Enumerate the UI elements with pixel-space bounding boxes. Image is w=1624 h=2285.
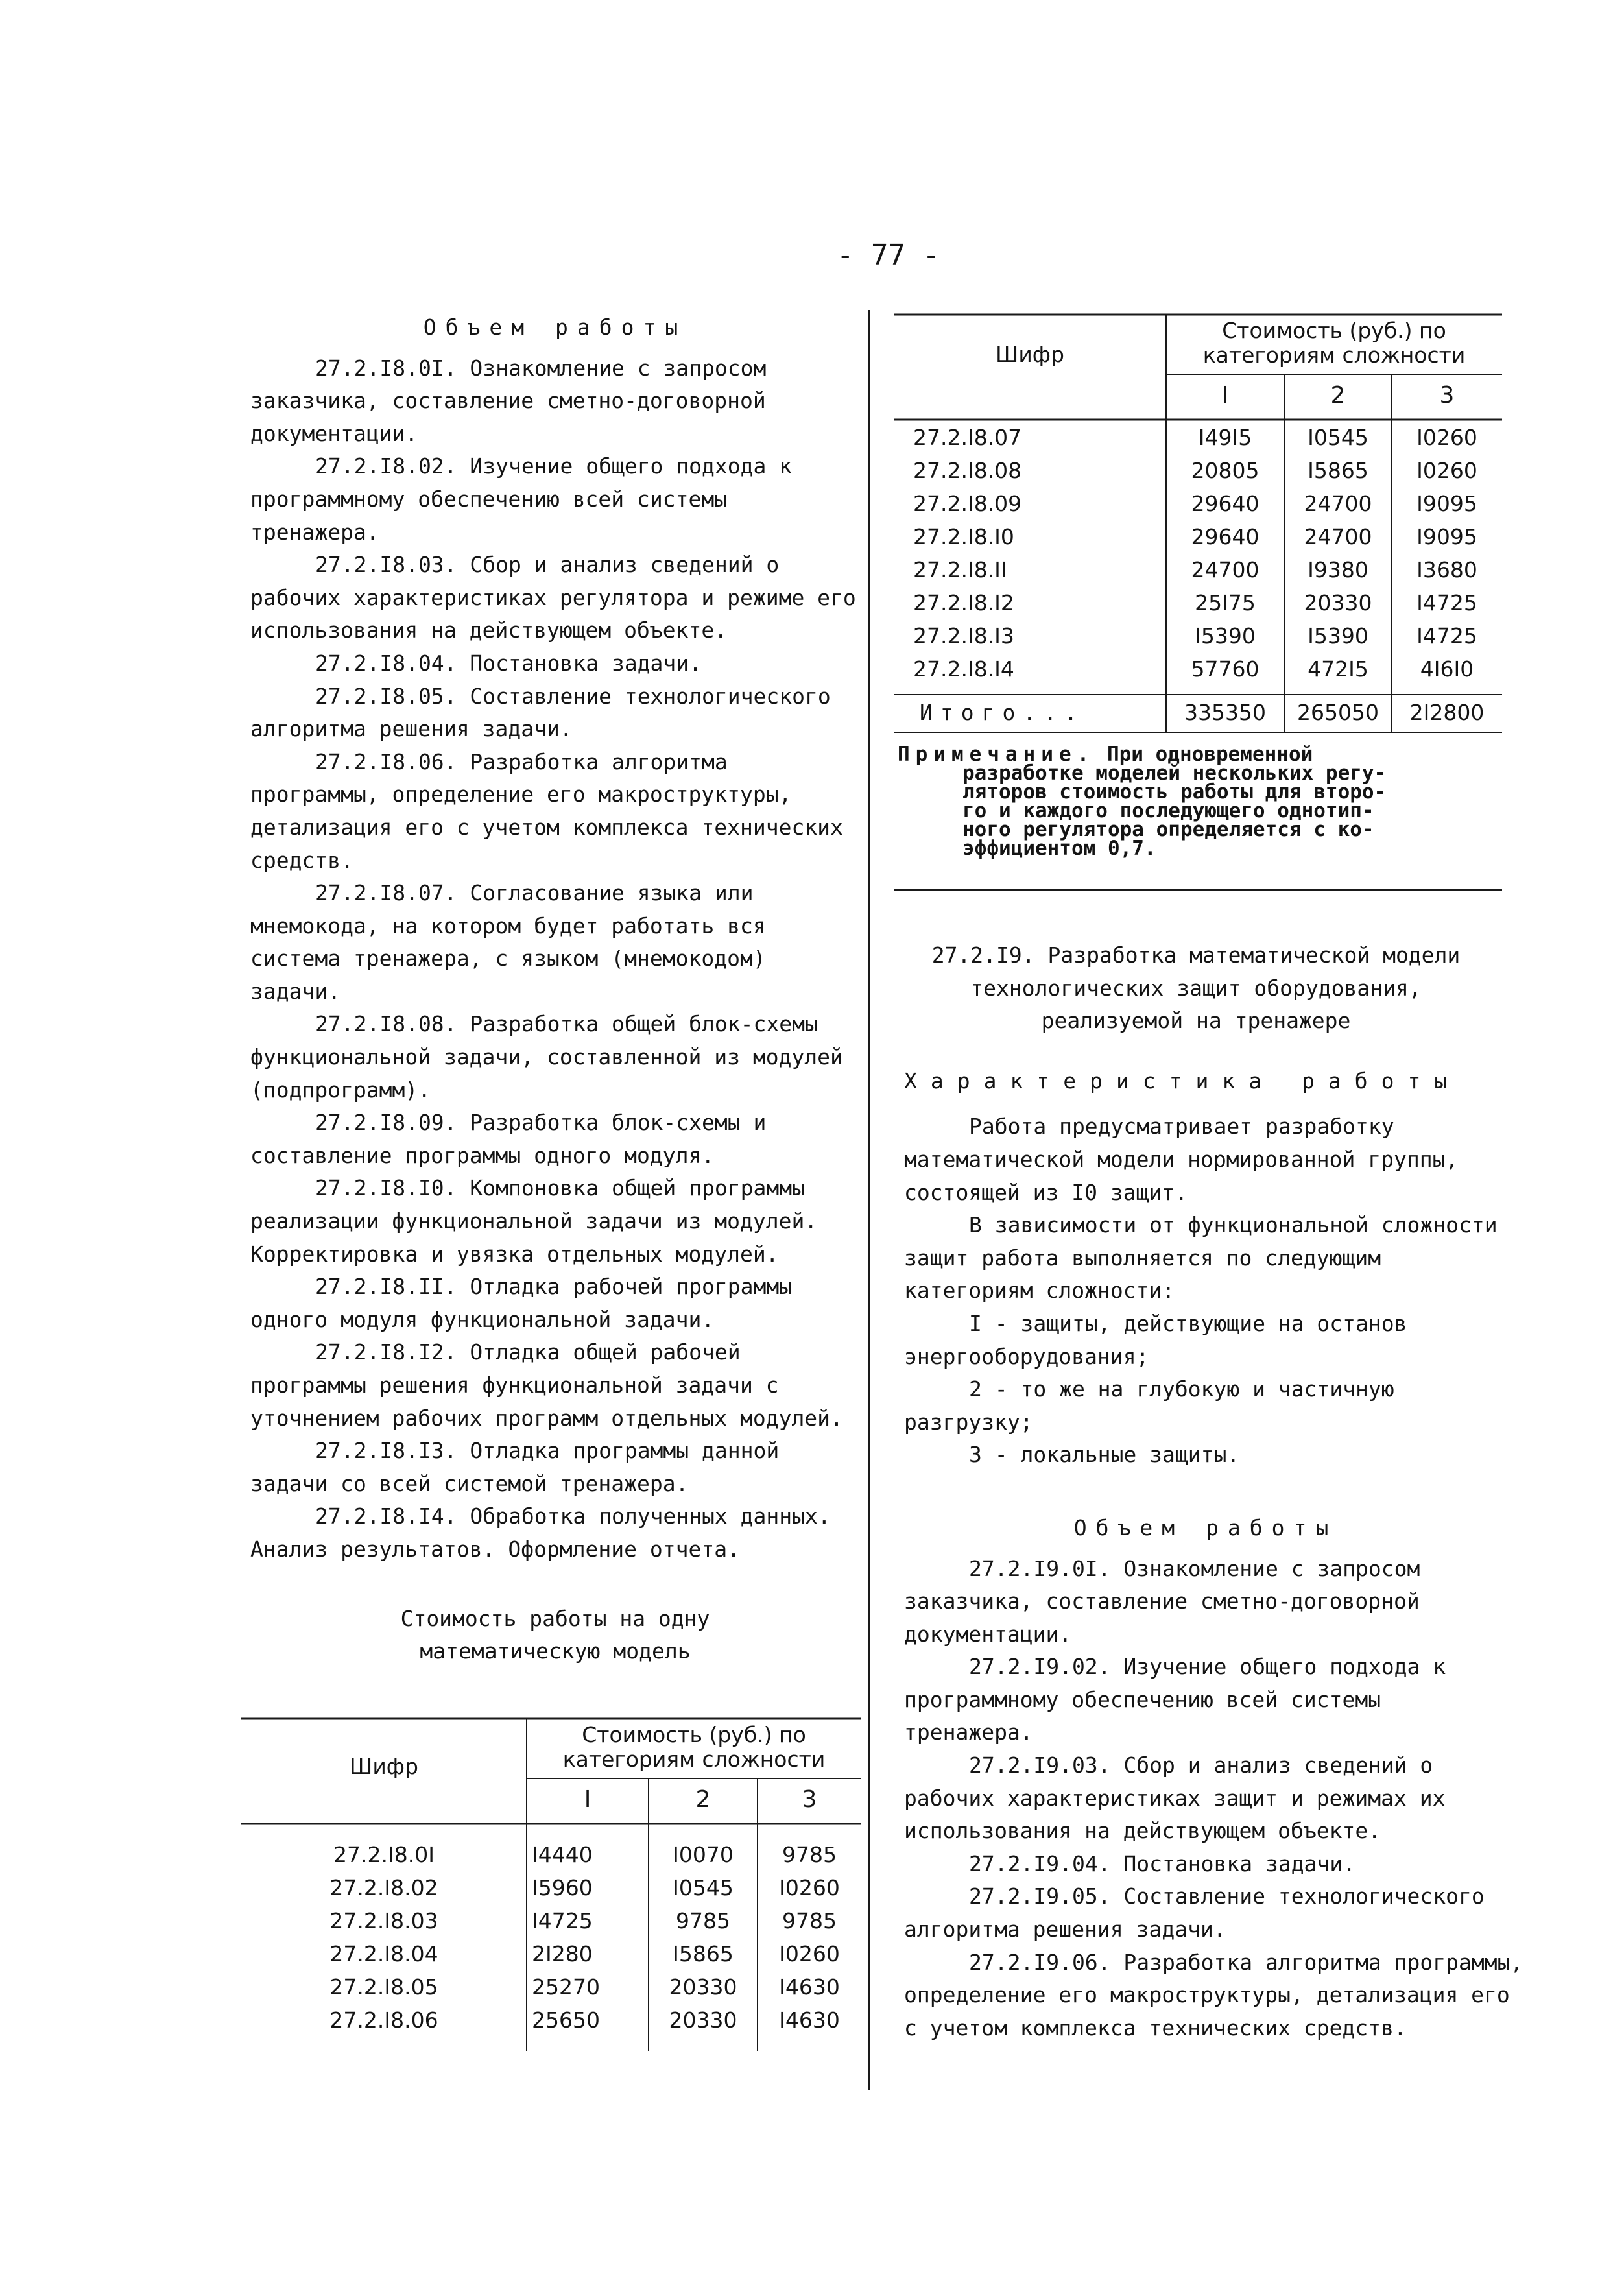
note-text: ляторов стоимость работы для второ- bbox=[962, 780, 1387, 804]
scope-heading: Объем работы bbox=[1073, 1514, 1338, 1540]
cell-code: 27.2.I8.07 bbox=[913, 425, 1022, 450]
category-3-header: 3 bbox=[802, 1786, 817, 1813]
table-row bbox=[894, 454, 1502, 487]
cost-header bbox=[527, 1723, 861, 1772]
table-row bbox=[894, 520, 1502, 553]
code-header: Шифр bbox=[350, 1754, 418, 1779]
cell-cat2: 20330 bbox=[1304, 590, 1372, 616]
section-title bbox=[904, 939, 1488, 1038]
total-label: Итого... bbox=[920, 700, 1085, 725]
list-item: 27.2.I9.03. Сбор и анализ сведений о рабочих характеристиках защит и режимах их использования на действующем объекте. bbox=[904, 1753, 1446, 1844]
cell-code: 27.2.I8.I3 bbox=[913, 623, 1014, 649]
table-row bbox=[894, 619, 1502, 652]
cell-cat2: I0545 bbox=[673, 1875, 734, 1900]
cell-cat3: I0260 bbox=[1416, 458, 1477, 483]
table-row bbox=[241, 1871, 861, 1904]
category-item: 3 - локальные защиты. bbox=[969, 1442, 1240, 1468]
cell-cat2: 24700 bbox=[1304, 524, 1372, 549]
note-text: разработке моделей нескольких регу- bbox=[962, 761, 1387, 785]
section-title-line: технологических защит оборудования, bbox=[970, 975, 1422, 1001]
cost-header-line: Стоимость (руб.) по bbox=[582, 1722, 806, 1747]
cell-cat1: 25I75 bbox=[1195, 590, 1256, 616]
cell-cat1: 57760 bbox=[1191, 656, 1260, 682]
category-2-header: 2 bbox=[1330, 382, 1346, 409]
list-item: 27.2.I9.05. Составление технологического алгоритма решения задачи. bbox=[904, 1884, 1485, 1943]
list-item: 27.2.I8.04. Постановка задачи. bbox=[315, 650, 702, 676]
list-item: 27.2.I8.I3. Отладка программы данной задачи со всей системой тренажера. bbox=[250, 1438, 780, 1496]
list-item: 27.2.I8.II. Отладка рабочей программы одного модуля функциональной задачи. bbox=[250, 1274, 793, 1332]
table-note bbox=[898, 743, 1507, 860]
cell-cat3: 9785 bbox=[782, 1908, 837, 1933]
category-1-header: I bbox=[584, 1786, 591, 1813]
list-item: 27.2.I8.I4. Обработка полученных данных. Анализ результатов. Оформление отчета. bbox=[250, 1503, 831, 1562]
list-item: 27.2.I8.02. Изучение общего подхода к программному обеспечению всей системы тренажера. bbox=[250, 453, 793, 545]
list-item: 27.2.I8.09. Разработка блок-схемы и составление программы одного модуля. bbox=[250, 1110, 767, 1168]
cell-cat2: I0545 bbox=[1308, 425, 1368, 450]
category-3-header: 3 bbox=[1439, 382, 1455, 409]
cost-title-line: математическую модель bbox=[420, 1638, 691, 1664]
cell-code: 27.2.I8.04 bbox=[329, 1941, 438, 1967]
list-item: 27.2.I8.03. Сбор и анализ сведений о рабочих характеристиках регулятора и режиме его использования на действующем объекте. bbox=[250, 552, 856, 643]
cell-cat3: I0260 bbox=[779, 1941, 840, 1967]
cell-cat1: 25270 bbox=[532, 1974, 600, 2000]
list-item: 27.2.I8.I0. Компоновка общей программы реализации функциональной задачи из модулей. Корректировка и увязка отдельных модулей. bbox=[250, 1175, 818, 1267]
cell-cat3: I9095 bbox=[1416, 524, 1477, 549]
cell-cat1: I5960 bbox=[532, 1875, 593, 1900]
cost-header bbox=[1166, 318, 1502, 368]
note-rule bbox=[894, 889, 1502, 891]
paragraph: В зависимости от функциональной сложности защит работа выполняется по следующим категориям сложности: bbox=[904, 1212, 1498, 1304]
cell-cat1: I49I5 bbox=[1198, 425, 1252, 450]
cell-cat2: 20330 bbox=[669, 2007, 737, 2033]
cell-cat3: 9785 bbox=[782, 1842, 837, 1867]
cell-cat1: 24700 bbox=[1191, 557, 1260, 582]
cell-code: 27.2.I8.I0 bbox=[913, 524, 1014, 549]
cell-cat1: I5390 bbox=[1195, 623, 1256, 649]
cell-cat1: 29640 bbox=[1191, 524, 1260, 549]
cell-cat1: 29640 bbox=[1191, 491, 1260, 516]
list-item: 27.2.I8.08. Разработка общей блок-схемы функциональной задачи, составленной из модулей (подпрограмм). bbox=[250, 1011, 843, 1103]
cell-code: 27.2.I8.09 bbox=[913, 491, 1022, 516]
cell-cat2: I9380 bbox=[1308, 557, 1368, 582]
list-item: 27.2.I8.I2. Отладка общей рабочей программы решения функциональной задачи с уточнением рабочих программ отдельных модулей. bbox=[250, 1339, 843, 1431]
category-2-header: 2 bbox=[695, 1786, 711, 1813]
cell-cat2: I5390 bbox=[1308, 623, 1368, 649]
cost-header-line: категориям сложности bbox=[562, 1747, 826, 1772]
table-row bbox=[241, 1970, 861, 2004]
note-text: При одновременной bbox=[1106, 743, 1313, 766]
paragraph: Работа предусматривает разработку математической модели нормированной группы, состоящей из I0 защит. bbox=[904, 1114, 1459, 1205]
cell-code: 27.2.I8.08 bbox=[913, 458, 1022, 483]
note-text: ного регулятора определяется с ко- bbox=[962, 818, 1374, 841]
cell-code: 27.2.I8.02 bbox=[329, 1875, 438, 1900]
cell-cat2: 24700 bbox=[1304, 491, 1372, 516]
cell-cat3: I0260 bbox=[1416, 425, 1477, 450]
note-text: эффициентом 0,7. bbox=[962, 837, 1156, 860]
table-row bbox=[241, 1904, 861, 1937]
cell-cat3: I4630 bbox=[779, 2007, 840, 2033]
list-item: 27.2.I9.04. Постановка задачи. bbox=[969, 1850, 1356, 1876]
total-cat1: 335350 bbox=[1184, 700, 1266, 725]
cell-code: 27.2.I8.0I bbox=[333, 1842, 435, 1867]
list-item: 27.2.I9.02. Изучение общего подхода к программному обеспечению всей системы тренажера. bbox=[904, 1654, 1446, 1745]
right-column bbox=[904, 939, 1553, 2044]
table-row bbox=[894, 487, 1502, 520]
page-number: - 77 - bbox=[837, 239, 940, 272]
note-text: го и каждого последующего однотип- bbox=[962, 799, 1374, 822]
cost-header-line: Стоимость (руб.) по bbox=[1222, 318, 1446, 343]
table-row bbox=[241, 2004, 861, 2037]
cell-cat1: 25650 bbox=[532, 2007, 600, 2033]
cell-cat3: I4725 bbox=[1416, 590, 1477, 616]
cost-header-line: категориям сложности bbox=[1202, 342, 1466, 368]
cell-cat2: I5865 bbox=[1308, 458, 1368, 483]
total-row bbox=[894, 699, 1502, 731]
cell-cat3: I4630 bbox=[779, 1974, 840, 2000]
table-row bbox=[241, 1838, 861, 1871]
total-cat2: 265050 bbox=[1297, 700, 1379, 725]
cell-code: 27.2.I8.I2 bbox=[913, 590, 1014, 616]
table-row bbox=[241, 1937, 861, 1970]
cost-title-line: Стоимость работы на одну bbox=[400, 1605, 710, 1631]
note-label: Примечание. bbox=[898, 743, 1095, 766]
list-item: 27.2.I8.05. Составление технологического алгоритма решения задачи. bbox=[250, 683, 831, 742]
cell-cat3: I9095 bbox=[1416, 491, 1477, 516]
cell-cat3: I3680 bbox=[1416, 557, 1477, 582]
cell-code: 27.2.I8.I4 bbox=[913, 656, 1014, 682]
cell-cat1: I4725 bbox=[532, 1908, 593, 1933]
list-item: 27.2.I8.0I. Ознакомление с запросом заказчика, составление сметно-договорной документации. bbox=[250, 355, 767, 446]
cell-cat2: 20330 bbox=[669, 1974, 737, 2000]
cell-cat1: 20805 bbox=[1191, 458, 1260, 483]
left-column bbox=[250, 311, 860, 1668]
scope-heading: Объем работы bbox=[423, 315, 687, 340]
list-item: 27.2.I8.07. Согласование языка или мнемокода, на котором будет работать вся система тренажера, с языком (мнемокодом) задачи. bbox=[250, 880, 766, 1004]
cell-code: 27.2.I8.II bbox=[913, 557, 1007, 582]
table-row bbox=[894, 586, 1502, 619]
table-row bbox=[894, 421, 1502, 454]
cell-cat2: 472I5 bbox=[1308, 656, 1368, 682]
table-row bbox=[894, 553, 1502, 586]
cell-cat1: 2I280 bbox=[532, 1941, 593, 1967]
section-title-line: реализуемой на тренажере bbox=[1041, 1008, 1351, 1034]
list-item: 27.2.I9.06. Разработка алгоритма программы, определение его макроструктуры, детализация его с учетом комплекса технических средств. bbox=[904, 1949, 1523, 2040]
category-item: 2 - то же на глубокую и частичную разгрузку; bbox=[904, 1376, 1394, 1435]
cell-code: 27.2.I8.03 bbox=[329, 1908, 438, 1933]
table-row bbox=[894, 652, 1502, 686]
list-item: 27.2.I9.0I. Ознакомление с запросом заказчика, составление сметно-договорной документации. bbox=[904, 1555, 1420, 1647]
characteristic-heading: Характеристика работы bbox=[904, 1068, 1461, 1094]
column-divider bbox=[868, 310, 870, 2090]
cell-code: 27.2.I8.05 bbox=[329, 1974, 438, 2000]
code-header: Шифр bbox=[996, 342, 1064, 367]
cell-cat3: I0260 bbox=[779, 1875, 840, 1900]
cell-cat2: I5865 bbox=[673, 1941, 734, 1967]
cell-cat1: I4440 bbox=[532, 1842, 593, 1867]
section-title-line: 27.2.I9. Разработка математической модели bbox=[931, 942, 1461, 968]
cell-cat3: I4725 bbox=[1416, 623, 1477, 649]
cell-cat3: 4I6I0 bbox=[1420, 656, 1474, 682]
cell-code: 27.2.I8.06 bbox=[329, 2007, 438, 2033]
category-item: I - защиты, действующие на останов энергооборудования; bbox=[904, 1310, 1407, 1369]
cell-cat2: I0070 bbox=[673, 1842, 734, 1867]
cell-cat2: 9785 bbox=[676, 1908, 730, 1933]
total-cat3: 2I2800 bbox=[1409, 700, 1485, 725]
category-1-header: I bbox=[1221, 382, 1229, 409]
list-item: 27.2.I8.06. Разработка алгоритма программы, определение его макроструктуры, детализация его с учетом комплекса технических средств. bbox=[250, 748, 843, 873]
cost-table-title bbox=[250, 1603, 860, 1668]
